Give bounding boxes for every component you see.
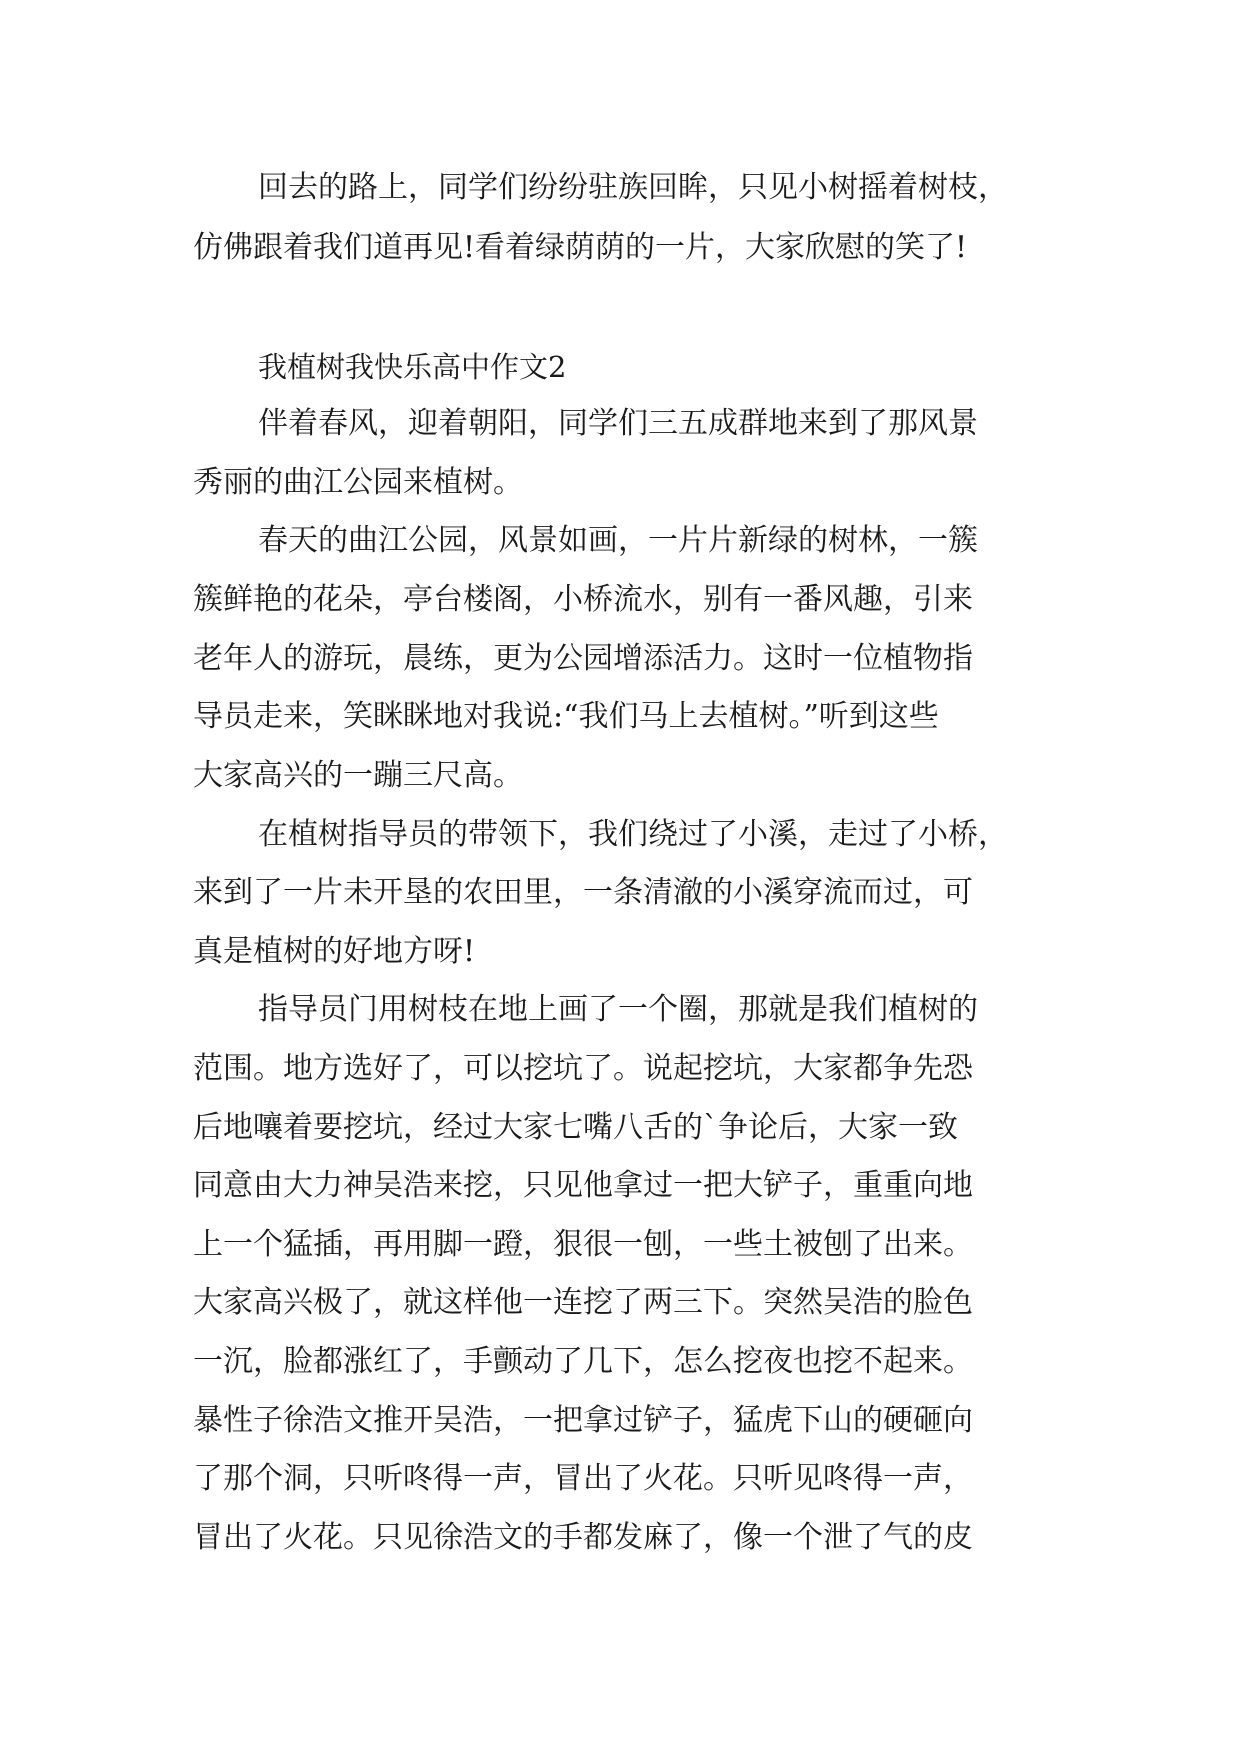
paragraph-line: 暴性子徐浩文推开吴浩，一把拿过铲子，猛虎下山的硬砸向 bbox=[193, 1403, 973, 1438]
paragraph-line: 同意由大力神吴浩来挖，只见他拿过一把大铲子，重重向地 bbox=[193, 1168, 973, 1203]
paragraph-line: 簇鲜艳的花朵，亭台楼阁，小桥流水，别有一番风趣，引来 bbox=[193, 582, 973, 617]
paragraph-line: 一沉，脸都涨红了，手颤动了几下，怎么挖夜也挖不起来。 bbox=[193, 1344, 973, 1379]
paragraph-line: 老年人的游玩，晨练，更为公园增添活力。这时一位植物指 bbox=[193, 641, 973, 676]
paragraph-line: 大家高兴的一蹦三尺高。 bbox=[193, 758, 523, 793]
paragraph-line: 后地嚷着要挖坑，经过大家七嘴八舌的`争论后，大家一致 bbox=[193, 1110, 958, 1145]
paragraph-line: 来到了一片未开垦的农田里，一条清澈的小溪穿流而过，可 bbox=[193, 875, 973, 910]
paragraph-line: 在植树指导员的带领下，我们绕过了小溪，走过了小桥， bbox=[258, 817, 1008, 852]
paragraph-line: 上一个猛插，再用脚一蹬，狠很一刨，一些土被刨了出来。 bbox=[193, 1227, 973, 1262]
paragraph-line: 春天的曲江公园，风景如画，一片片新绿的树林，一簇 bbox=[258, 523, 978, 558]
paragraph-line: 了那个洞，只听咚得一声，冒出了火花。只听见咚得一声， bbox=[193, 1461, 973, 1496]
paragraph-line: 回去的路上，同学们纷纷驻族回眸，只见小树摇着树枝， bbox=[258, 170, 1008, 205]
paragraph-line: 真是植树的好地方呀! bbox=[193, 934, 476, 969]
paragraph-line: 范围。地方选好了，可以挖坑了。说起挖坑，大家都争先恐 bbox=[193, 1051, 973, 1086]
paragraph-line: 仿佛跟着我们道再见!看着绿荫荫的一片，大家欣慰的笑了! bbox=[193, 230, 968, 265]
paragraph-line: 秀丽的曲江公园来植树。 bbox=[193, 465, 523, 500]
paragraph-line: 导员走来，笑眯眯地对我说:“我们马上去植树。”听到这些 bbox=[193, 699, 939, 734]
paragraph-line: 大家高兴极了，就这样他一连挖了两三下。突然吴浩的脸色 bbox=[193, 1285, 973, 1320]
paragraph-line: 冒出了火花。只见徐浩文的手都发麻了，像一个泄了气的皮 bbox=[193, 1520, 973, 1555]
section-heading: 我植树我快乐高中作文2 bbox=[258, 350, 567, 384]
paragraph-line: 伴着春风，迎着朝阳，同学们三五成群地来到了那风景 bbox=[258, 406, 978, 441]
paragraph-line: 指导员门用树枝在地上画了一个圈，那就是我们植树的 bbox=[258, 992, 978, 1027]
